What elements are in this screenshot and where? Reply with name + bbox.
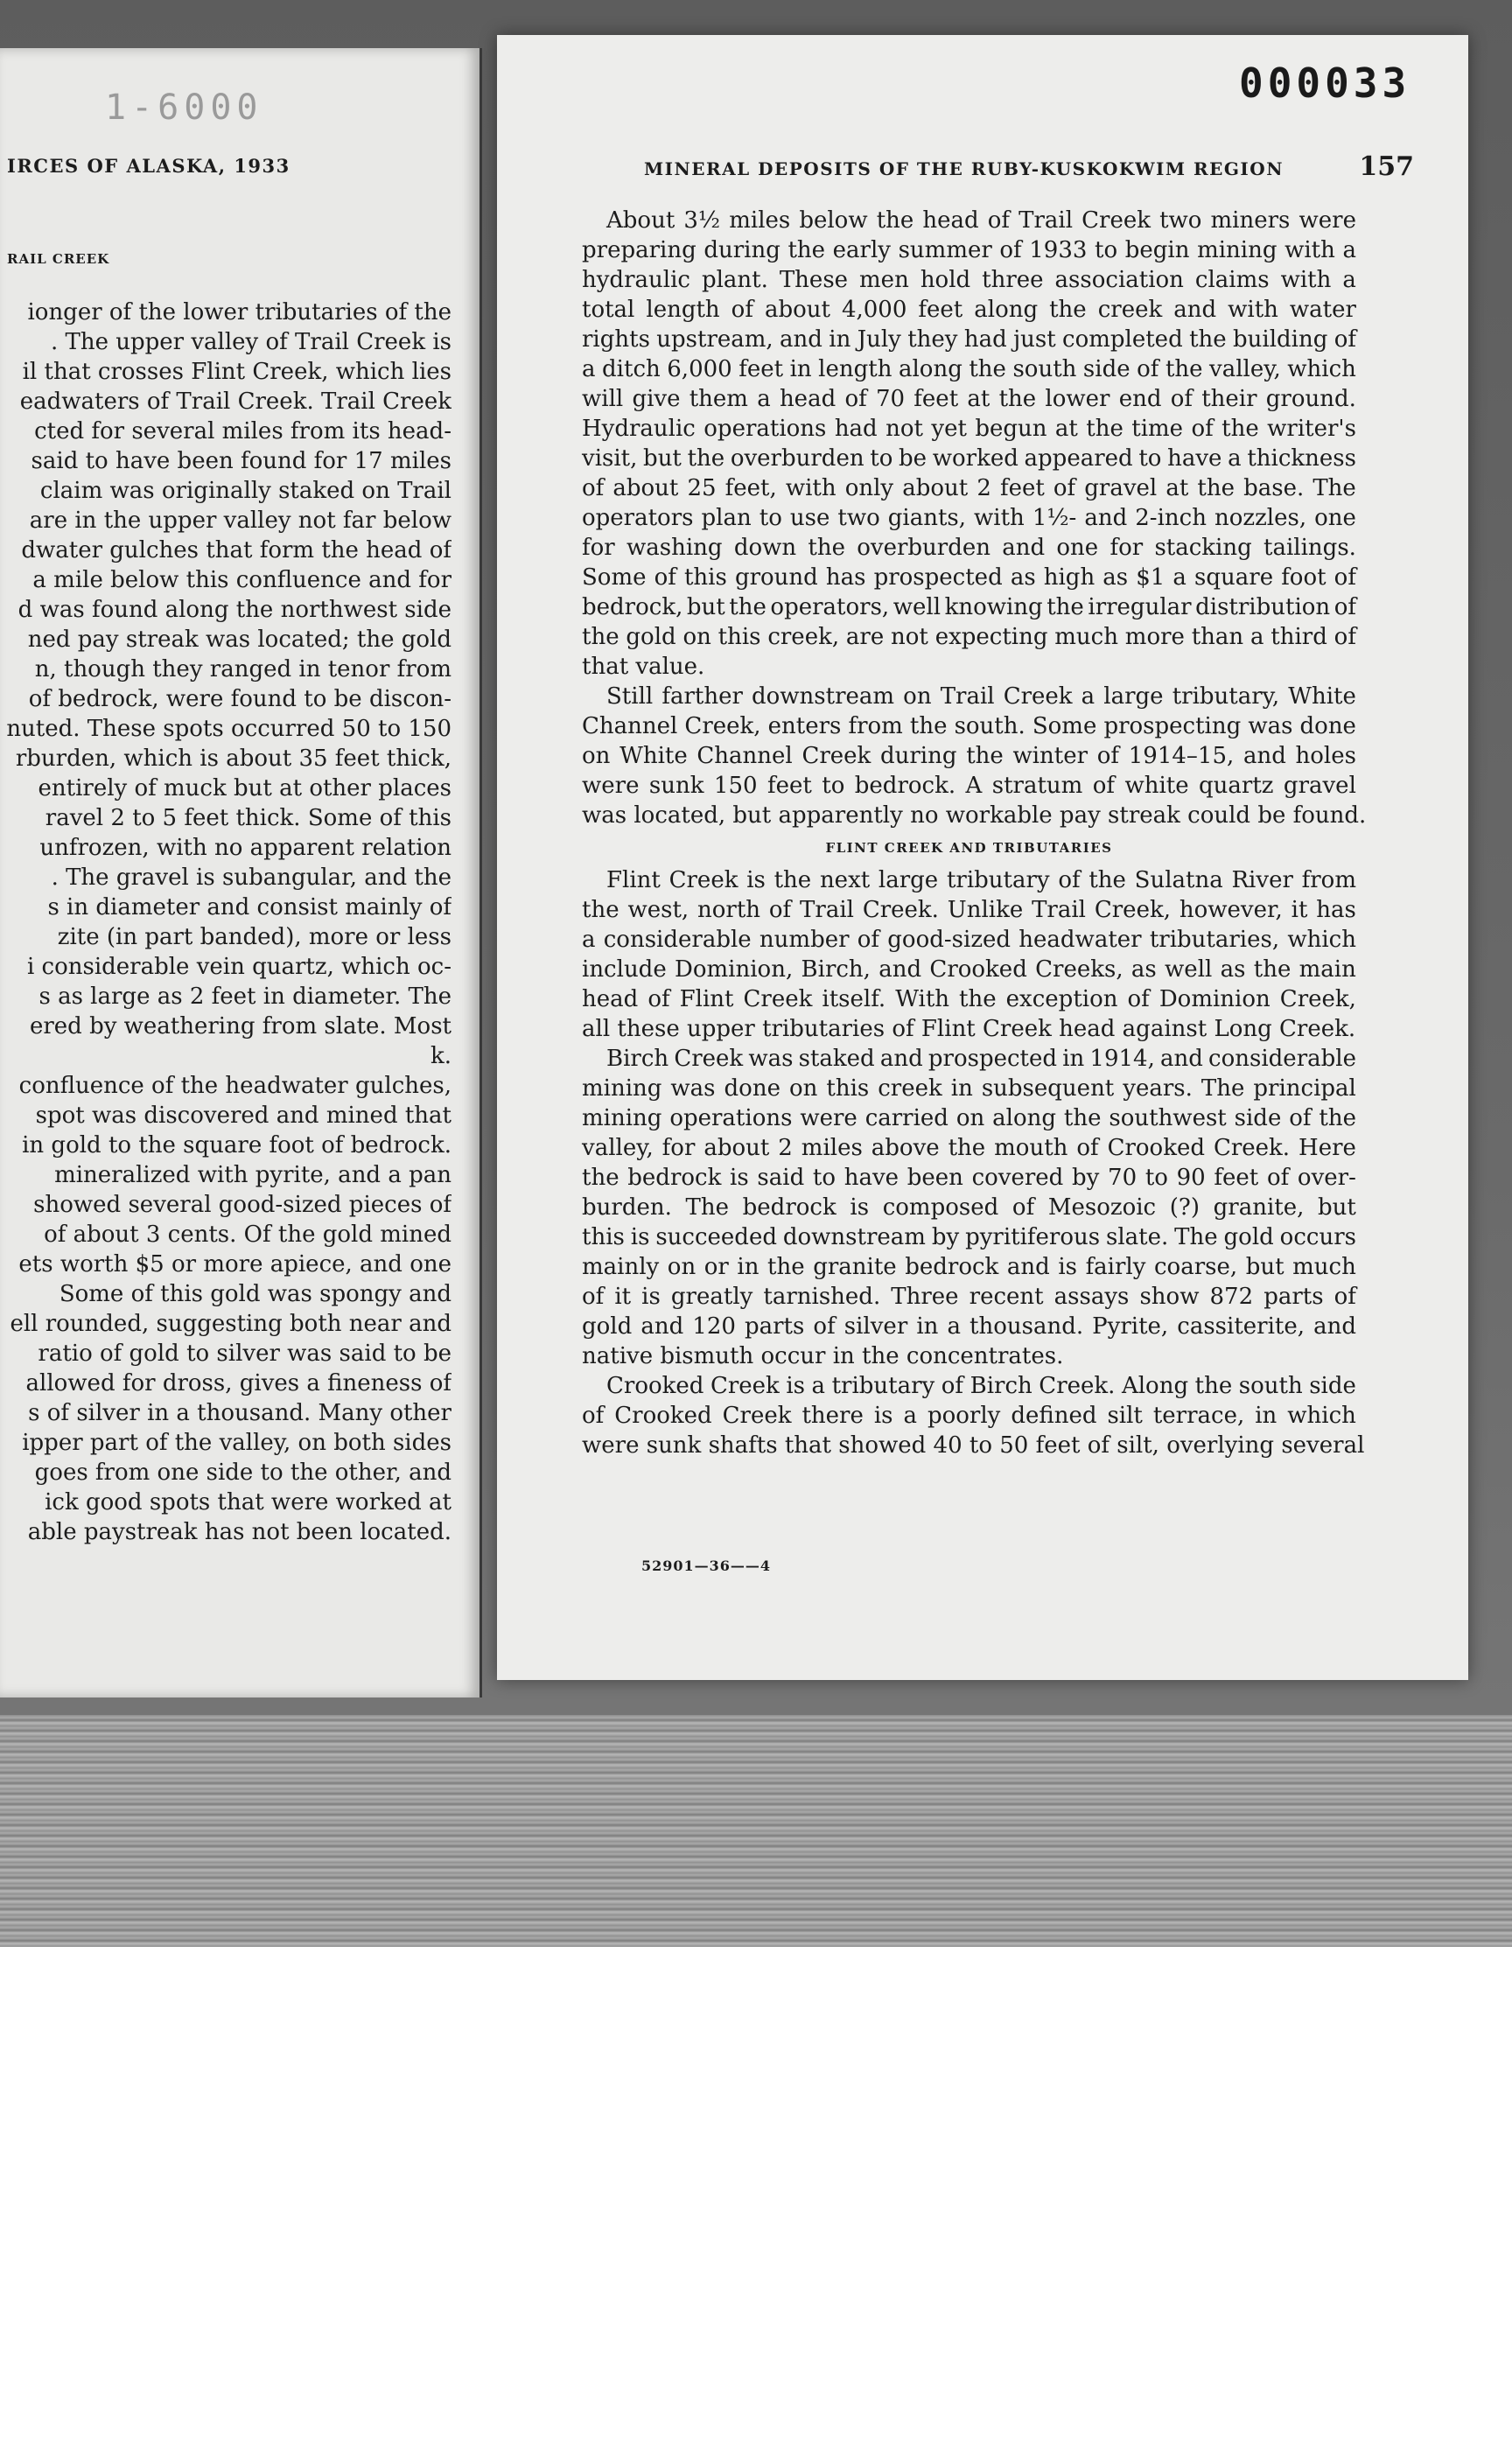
text-line: the bedrock is said to have been covered by 70 to 90 feet of over- <box>582 1165 1356 1191</box>
left-text-line: said to have been found for 17 miles <box>31 448 452 474</box>
left-stamp: 1-6000 <box>105 88 263 128</box>
text-line: of Crooked Creek there is a poorly defined silt terrace, in which <box>582 1403 1356 1429</box>
text-line: of it is greatly tarnished. Three recent assays show 872 parts of <box>582 1284 1356 1310</box>
left-text-line: entirely of muck but at other places <box>38 775 452 802</box>
text-line: head of Flint Creek itself. With the exception of Dominion Creek, <box>582 986 1356 1012</box>
left-text-line: dwater gulches that form the head of <box>21 537 452 564</box>
left-text-line: cted for several miles from its head- <box>34 418 452 444</box>
section-heading: FLINT CREEK AND TRIBUTARIES <box>825 840 1113 856</box>
left-text-line: in gold to the square foot of bedrock. <box>22 1132 452 1158</box>
document-number-stamp: 000033 <box>1239 60 1411 107</box>
text-line: a considerable number of good-sized headwater tributaries, which <box>582 927 1356 953</box>
text-line: for washing down the overburden and one for stacking tailings. <box>582 535 1356 561</box>
scan-noise-bands <box>0 1715 1512 1947</box>
text-line: the west, north of Trail Creek. Unlike Trail Creek, however, it has <box>582 897 1356 923</box>
text-line: on White Channel Creek during the winter of 1914–15, and holes <box>582 743 1356 769</box>
left-text-line: mineralized with pyrite, and a pan <box>54 1162 452 1188</box>
left-text-line: spot was discovered and mined that <box>35 1102 452 1129</box>
left-text-line: n, though they ranged in tenor from <box>34 656 452 682</box>
text-line: this is succeeded downstream by pyritiferous slate. The gold occurs <box>582 1224 1356 1250</box>
left-text-line: ets worth $5 or more apiece, and one <box>18 1251 452 1278</box>
body-text <box>582 206 1367 1460</box>
text-line: will give them a head of 70 feet at the lower end of their ground. <box>582 386 1356 412</box>
text-line: mainly on or in the granite bedrock and is fairly coarse, but much <box>582 1254 1356 1280</box>
text-line: About 3½ miles below the head of Trail Creek two miners were <box>606 207 1356 234</box>
left-text-line: ell rounded, suggesting both near and <box>10 1311 452 1337</box>
left-text-line: ered by weathering from slate. Most <box>29 1013 452 1040</box>
paragraph-crooked-creek <box>582 1371 1365 1460</box>
text-line: rights upstream, and in July they had just completed the building of <box>582 326 1356 353</box>
left-text-line: are in the upper valley not far below <box>29 508 452 534</box>
text-line: mining operations were carried on along the southwest side of the <box>582 1105 1356 1131</box>
text-line: the gold on this creek, are not expecting much more than a third of <box>582 624 1356 650</box>
text-line: operators plan to use two giants, with 1½- and 2-inch nozzles, one <box>582 505 1356 531</box>
left-running-header: IRCES OF ALASKA, 1933 <box>7 155 290 177</box>
left-text-line: allowed for dross, gives a fineness of <box>25 1370 452 1396</box>
text-line: hydraulic plant. These men hold three association claims with a <box>582 267 1356 293</box>
paragraph-birch-creek <box>582 1044 1356 1371</box>
text-line: Hydraulic operations had not yet begun at the time of the writer's <box>582 416 1356 442</box>
left-text-line: a mile below this confluence and for <box>32 567 452 593</box>
left-text-line: il that crosses Flint Creek, which lies <box>22 359 452 385</box>
text-line: all these upper tributaries of Flint Creek head against Long Creek. <box>582 1016 1356 1042</box>
left-text-line: confluence of the headwater gulches, <box>18 1073 452 1099</box>
text-line: visit, but the overburden to be worked appeared to have a thickness <box>582 445 1356 472</box>
left-text-line: ionger of the lower tributaries of the <box>27 299 452 326</box>
left-text-line: k. <box>430 1043 452 1069</box>
text-line: Crooked Creek is a tributary of Birch Creek. Along the south side <box>606 1373 1356 1399</box>
left-text-line: zite (in part banded), more or less <box>57 924 452 950</box>
left-text-line: goes from one side to the other, and <box>34 1460 452 1486</box>
paragraph-white-channel-creek <box>582 682 1367 830</box>
left-page <box>0 48 482 1698</box>
text-line: were sunk shafts that showed 40 to 50 feet of silt, overlying several <box>582 1432 1365 1459</box>
text-line: Still farther downstream on Trail Creek a large tributary, White <box>606 683 1356 710</box>
left-text-line: ravel 2 to 5 feet thick. Some of this <box>45 805 452 831</box>
left-text-line: able paystreak has not been located. <box>27 1519 452 1545</box>
text-line: of about 25 feet, with only about 2 feet of gravel at the base. The <box>582 475 1356 501</box>
left-text-line: ipper part of the valley, on both sides <box>22 1430 452 1456</box>
text-line: gold and 120 parts of silver in a thousand. Pyrite, cassiterite, and <box>582 1313 1356 1340</box>
text-line: was located, but apparently no workable pay streak could be found. <box>582 802 1367 829</box>
left-text-line: of bedrock, were found to be discon- <box>28 686 452 712</box>
left-text-column <box>5 298 452 1547</box>
text-line: Flint Creek is the next large tributary of the Sulatna River from <box>606 867 1356 893</box>
text-line: were sunk 150 feet to bedrock. A stratum of white quartz gravel <box>582 773 1356 799</box>
text-line: Some of this ground has prospected as high as $1 a square foot of <box>582 564 1356 591</box>
left-text-line: i considerable vein quartz, which oc- <box>26 954 452 980</box>
running-header-title: MINERAL DEPOSITS OF THE RUBY-KUSKOKWIM REGION <box>644 158 1284 179</box>
left-text-line: . The upper valley of Trail Creek is <box>50 329 452 355</box>
text-line: valley, for about 2 miles above the mouth of Crooked Creek. Here <box>582 1135 1356 1161</box>
left-text-line: nuted. These spots occurred 50 to 150 <box>6 716 452 742</box>
left-text-line: ratio of gold to silver was said to be <box>38 1340 452 1367</box>
text-line: Channel Creek, enters from the south. Some prospecting was done <box>582 713 1356 739</box>
text-line: include Dominion, Birch, and Crooked Creeks, as well as the main <box>582 956 1356 983</box>
left-text-line: rburden, which is about 35 feet thick, <box>15 746 452 772</box>
left-subheading: RAIL CREEK <box>7 251 110 267</box>
left-text-line: ned pay streak was located; the gold <box>27 626 452 653</box>
paragraph-flint-creek <box>582 865 1356 1044</box>
text-line: bedrock, but the operators, well knowing the irregular distribution of <box>582 594 1356 620</box>
text-line: native bismuth occur in the concentrates. <box>582 1343 1064 1369</box>
text-line: Birch Creek was staked and prospected in 1914, and considerable <box>606 1046 1356 1072</box>
print-signature-footer: 52901—36——4 <box>641 1558 772 1574</box>
left-text-line: Some of this gold was spongy and <box>59 1281 452 1307</box>
text-line: mining was done on this creek in subsequent years. The principal <box>582 1075 1356 1102</box>
text-line: a ditch 6,000 feet in length along the south side of the valley, which <box>582 356 1356 382</box>
left-text-line: claim was originally staked on Trail <box>39 478 452 504</box>
left-text-line: . The gravel is subangular, and the <box>51 864 452 891</box>
running-header <box>644 151 1414 182</box>
text-line: burden. The bedrock is composed of Mesozoic (?) granite, but <box>582 1194 1356 1221</box>
text-line: total length of about 4,000 feet along the creek and with water <box>582 297 1356 323</box>
right-page <box>497 35 1468 1680</box>
page-number: 157 <box>1359 151 1414 182</box>
text-line: preparing during the early summer of 1933 to begin mining with a <box>582 237 1356 263</box>
left-text-line: d was found along the northwest side <box>18 597 452 623</box>
left-text-line: of about 3 cents. Of the gold mined <box>44 1222 452 1248</box>
left-text-line: eadwaters of Trail Creek. Trail Creek <box>19 388 452 415</box>
left-text-line: unfrozen, with no apparent relation <box>39 835 452 861</box>
left-text-line: s in diameter and consist mainly of <box>47 894 452 920</box>
left-text-line: ick good spots that were worked at <box>45 1489 452 1516</box>
left-text-line: s of silver in a thousand. Many other <box>28 1400 452 1426</box>
paragraph-trail-creek-hydraulic <box>582 206 1356 682</box>
left-text-line: showed several good-sized pieces of <box>33 1192 452 1218</box>
text-line: that value. <box>582 654 705 680</box>
left-text-line: s as large as 2 feet in diameter. The <box>38 984 452 1010</box>
